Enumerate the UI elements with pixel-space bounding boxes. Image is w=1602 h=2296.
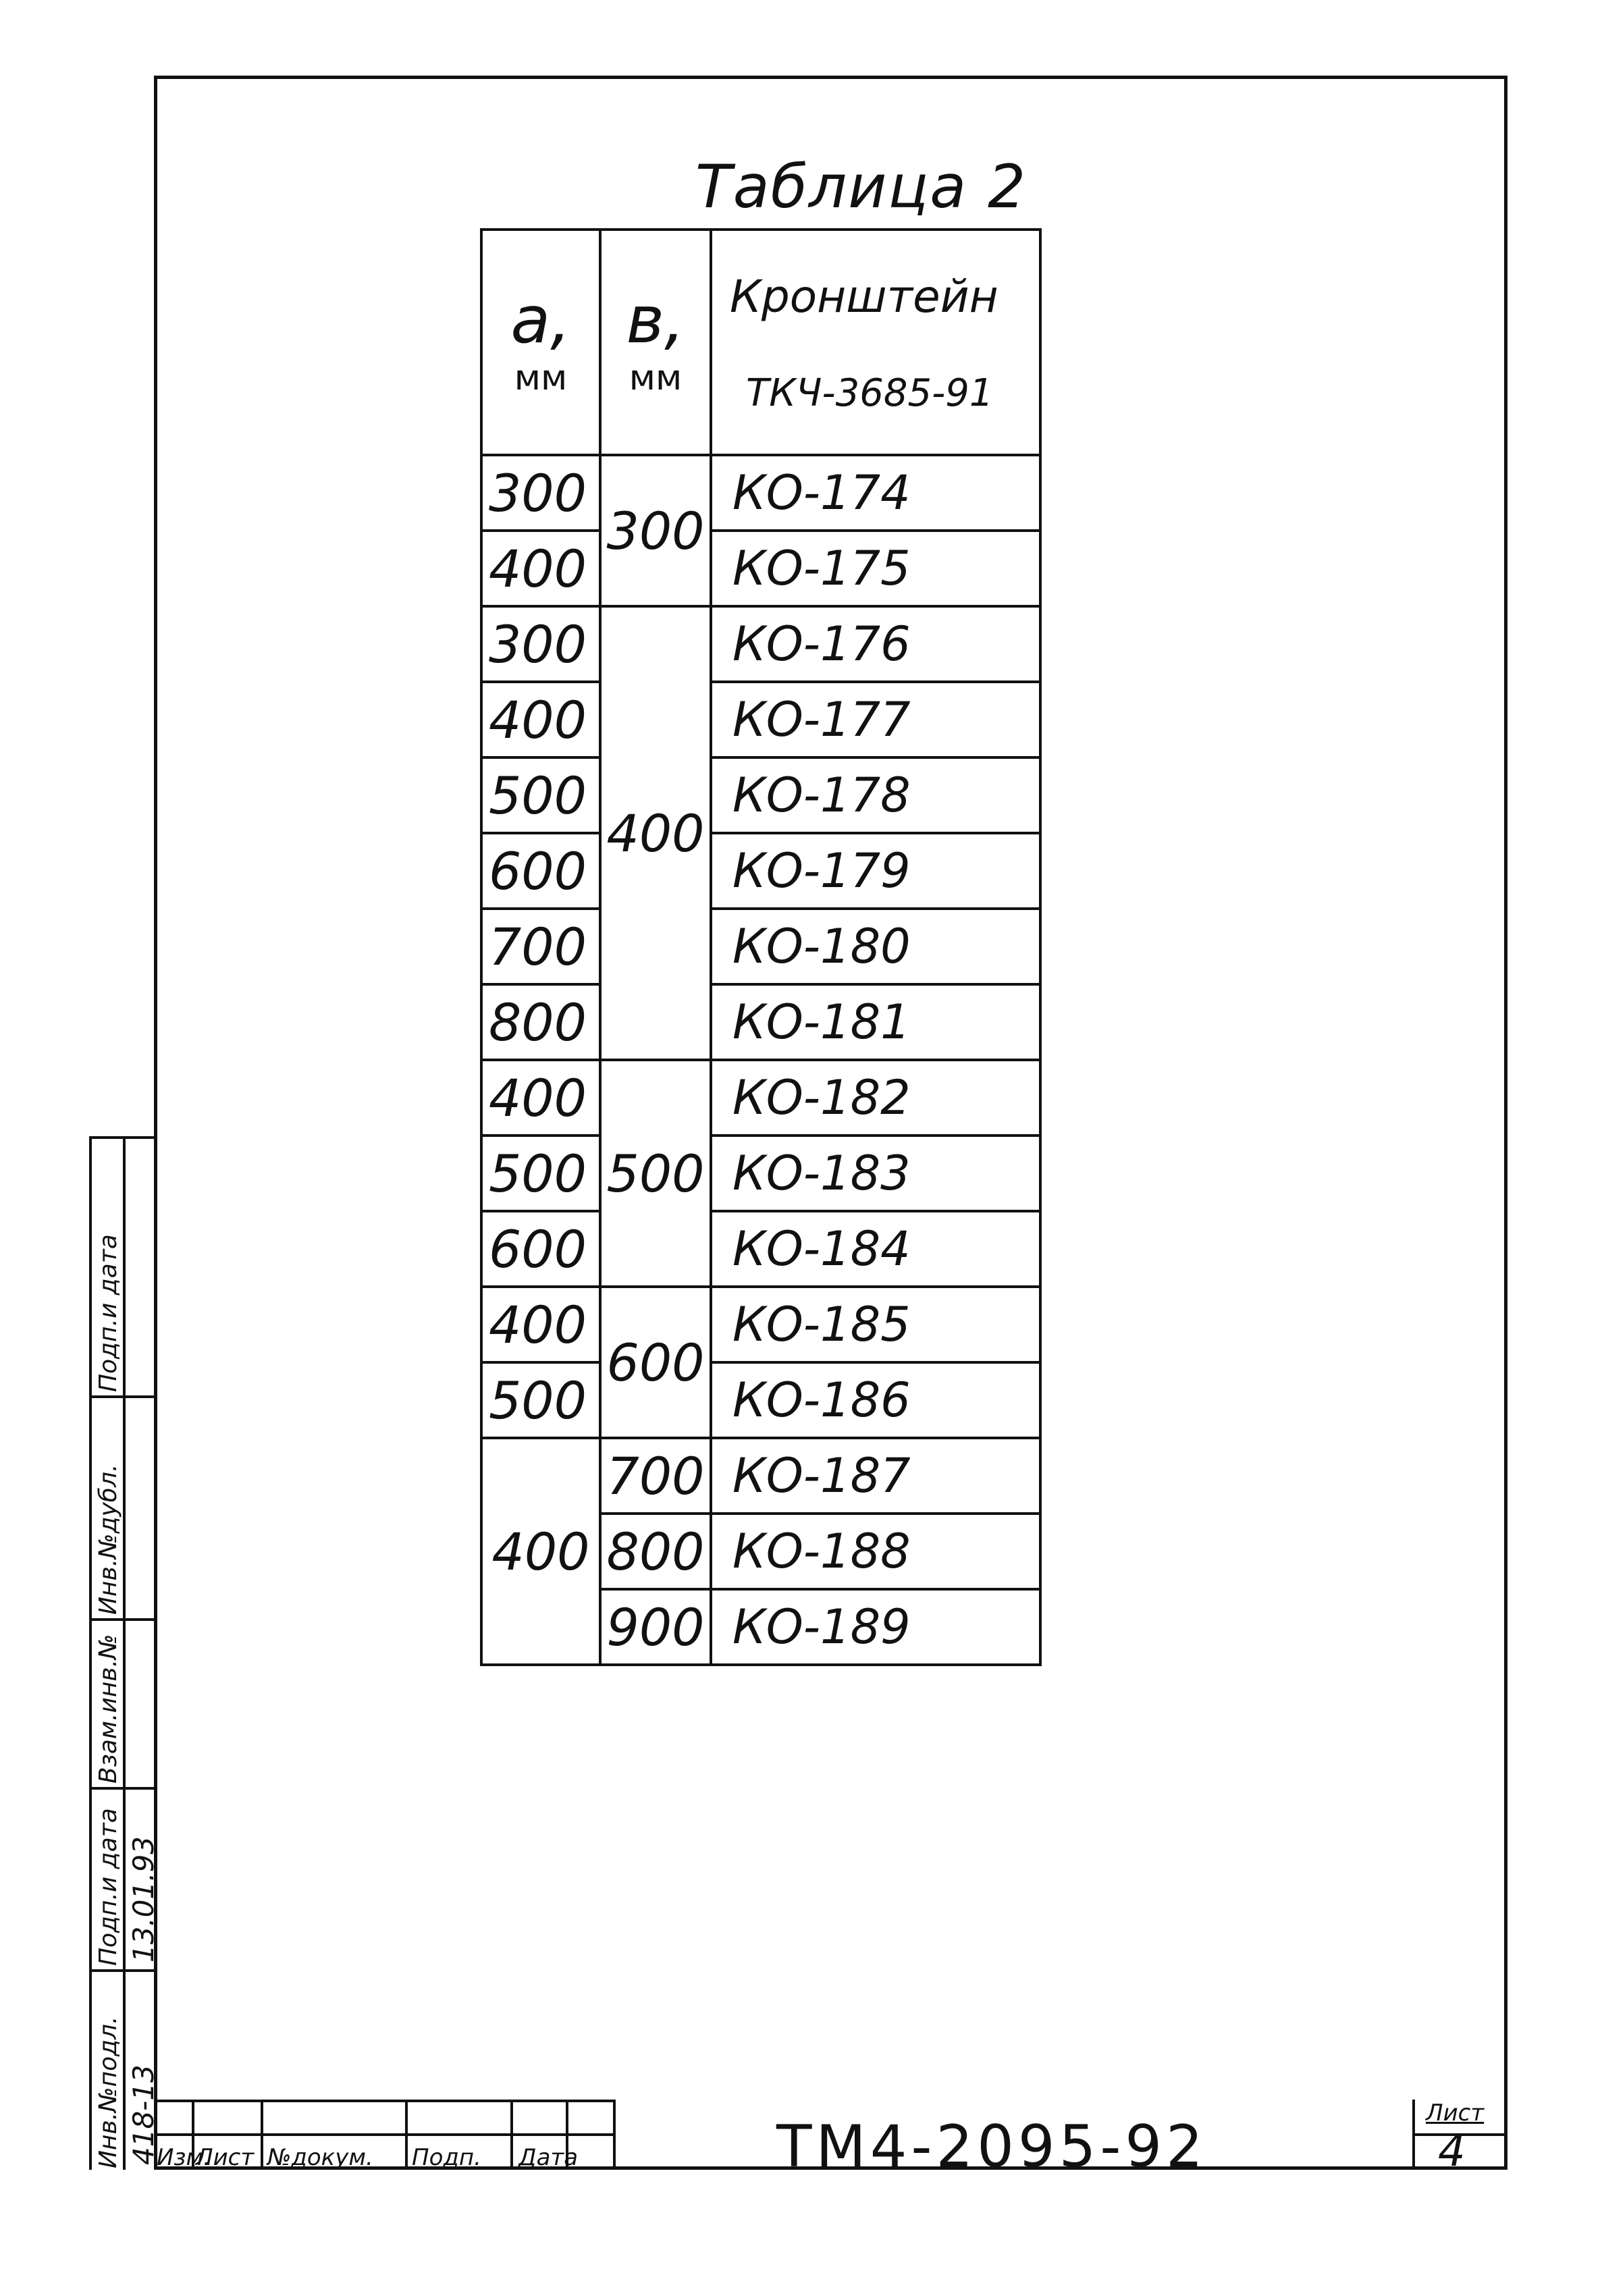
cell-bracket: КО-174 [711,455,1040,531]
cell-bracket: КО-179 [711,833,1040,909]
cell-bracket: КО-186 [711,1362,1040,1438]
header-b [600,230,711,455]
cell-a: 800 [481,984,600,1060]
cell-bracket: КО-182 [711,1060,1040,1136]
header-a [481,230,600,455]
sheet-label: Лист [1426,2100,1485,2127]
header-a-symbol: a, [510,282,571,358]
side-label-inv-duplicate: Инв.№дубл. [95,1464,122,1615]
cell-a: 600 [481,1211,600,1287]
cell-b: 400 [600,606,711,1060]
cell-a: 500 [481,1136,600,1211]
cell-a: 500 [481,757,600,833]
bracket-table [480,228,1042,1666]
table-caption: Таблица 2 [695,152,1027,221]
side-stamp-divider [92,1787,154,1790]
sheet-number: 4 [1438,2127,1466,2177]
title-block-divider [261,2100,263,2170]
side-stamp [89,1136,160,2170]
table-row [481,1136,1040,1211]
header-bracket [711,230,1040,455]
title-block-divider [613,2100,616,2170]
cell-b: 600 [600,1287,711,1438]
table-row [481,531,1040,606]
side-stamp-divider [92,1618,154,1621]
cell-bracket: КО-187 [711,1438,1040,1514]
cell-a: 300 [481,455,600,531]
cell-a: 300 [481,606,600,682]
cell-a: 400 [481,1438,600,1665]
table-row [481,1211,1040,1287]
header-b-unit: мм [629,358,683,398]
cell-b: 300 [600,455,711,606]
table-row [481,984,1040,1060]
header-bracket-standard: ТКЧ-3685-91 [746,371,994,415]
cell-bracket: КО-183 [711,1136,1040,1211]
title-block-divider [405,2100,408,2170]
cell-a: 400 [481,1060,600,1136]
table-row [481,455,1040,531]
cell-bracket: КО-175 [711,531,1040,606]
side-stamp-divider [92,1395,154,1398]
side-label-inv-original: Инв.№подл. [95,2016,122,2168]
header-a-unit: мм [514,358,568,398]
cell-bracket: КО-178 [711,757,1040,833]
cell-bracket: КО-177 [711,682,1040,757]
table-row [481,1287,1040,1362]
cell-bracket: КО-189 [711,1589,1040,1665]
cell-a: 400 [481,531,600,606]
side-label-signature-date-2: Подп.и дата [95,1234,122,1392]
table-row [481,1060,1040,1136]
col-change: Изм. [157,2144,211,2171]
cell-b: 500 [600,1060,711,1287]
header-bracket-title: Кронштейн [730,270,998,323]
side-value-date: 13.01.93 [127,1836,160,1963]
side-stamp-divider [92,1969,154,1972]
cell-b: 700 [600,1438,711,1514]
cell-a: 700 [481,909,600,984]
side-label-replace-inv: Взам.инв.№ [95,1634,122,1784]
col-date: Дата [518,2144,579,2171]
cell-bracket: КО-180 [711,909,1040,984]
side-label-signature-date: Подп.и дата [95,1808,122,1966]
table-row [481,1362,1040,1438]
side-value-inv: 418-13 [127,2064,160,2165]
table-row [481,833,1040,909]
title-block-top-line [154,2100,613,2102]
cell-a: 600 [481,833,600,909]
title-block-mid-line [154,2133,613,2136]
title-block-divider [510,2100,513,2170]
col-doc: №докум. [267,2144,373,2171]
document-code: ТМ4-2095-92 [776,2113,1207,2181]
cell-a: 400 [481,682,600,757]
cell-bracket: КО-185 [711,1287,1040,1362]
table-row [481,606,1040,682]
cell-bracket: КО-176 [711,606,1040,682]
col-sign: Подп. [412,2144,481,2171]
table-row [481,682,1040,757]
cell-bracket: КО-184 [711,1211,1040,1287]
cell-bracket: КО-188 [711,1514,1040,1589]
table-row [481,757,1040,833]
table-row [481,1438,1040,1514]
cell-a: 500 [481,1362,600,1438]
table-header-row [481,230,1040,455]
cell-b: 800 [600,1514,711,1589]
cell-b: 900 [600,1589,711,1665]
cell-bracket: КО-181 [711,984,1040,1060]
header-b-symbol: в, [626,282,685,358]
col-sheet: Лист [196,2144,255,2171]
cell-a: 400 [481,1287,600,1362]
table-row [481,909,1040,984]
